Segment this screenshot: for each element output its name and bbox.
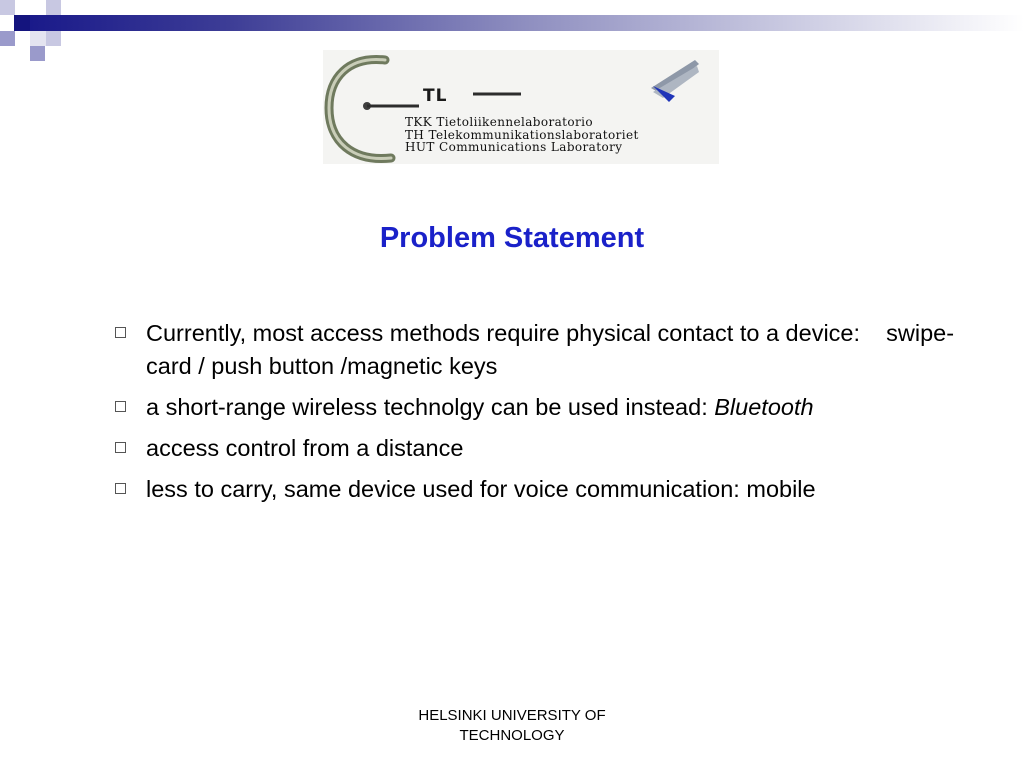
deco-square-dark bbox=[14, 15, 30, 31]
deco-square-light bbox=[46, 31, 61, 46]
bullet-item bbox=[115, 391, 995, 424]
logo-line: TKK Tietoliikennelaboratorio bbox=[405, 115, 594, 129]
logo-mark-text: TL bbox=[423, 86, 448, 106]
logo-line: HUT Communications Laboratory bbox=[405, 140, 623, 154]
bullet-square-icon bbox=[115, 401, 126, 412]
top-gradient-bar bbox=[30, 15, 1024, 31]
bullet-emphasis: Bluetooth bbox=[714, 394, 814, 420]
bullet-list bbox=[115, 317, 995, 514]
logo-text-lines bbox=[405, 116, 639, 154]
bullet-square-icon bbox=[115, 327, 126, 338]
bullet-text: Currently, most access methods require physical contact to a device: swipe-card / push button /magnetic keys bbox=[146, 320, 955, 379]
bullet-item bbox=[115, 473, 995, 506]
bullet-square-icon bbox=[115, 442, 126, 453]
deco-square-light bbox=[0, 0, 15, 15]
deco-square-mid bbox=[30, 46, 45, 61]
deco-square-light bbox=[30, 31, 46, 46]
bullet-square-icon bbox=[115, 483, 126, 494]
bullet-text: less to carry, same device used for voice communication: mobile bbox=[146, 476, 816, 502]
logo-line: TH Telekommunikationslaboratoriet bbox=[405, 127, 639, 142]
slide-title: Problem Statement bbox=[379, 222, 645, 254]
bullet-text: a short-range wireless technolgy can be used instead: bbox=[146, 394, 715, 420]
footer-line: HELSINKI UNIVERSITY OF bbox=[418, 707, 606, 724]
bullet-item bbox=[115, 432, 995, 465]
lab-logo bbox=[323, 50, 719, 164]
wing-icon bbox=[651, 60, 699, 102]
bullet-item bbox=[115, 317, 995, 383]
deco-square-mid bbox=[0, 31, 15, 46]
footer-line: TECHNOLOGY bbox=[459, 727, 565, 744]
deco-square-light bbox=[46, 0, 61, 15]
bullet-text: access control from a distance bbox=[146, 435, 464, 461]
footer bbox=[382, 706, 642, 746]
